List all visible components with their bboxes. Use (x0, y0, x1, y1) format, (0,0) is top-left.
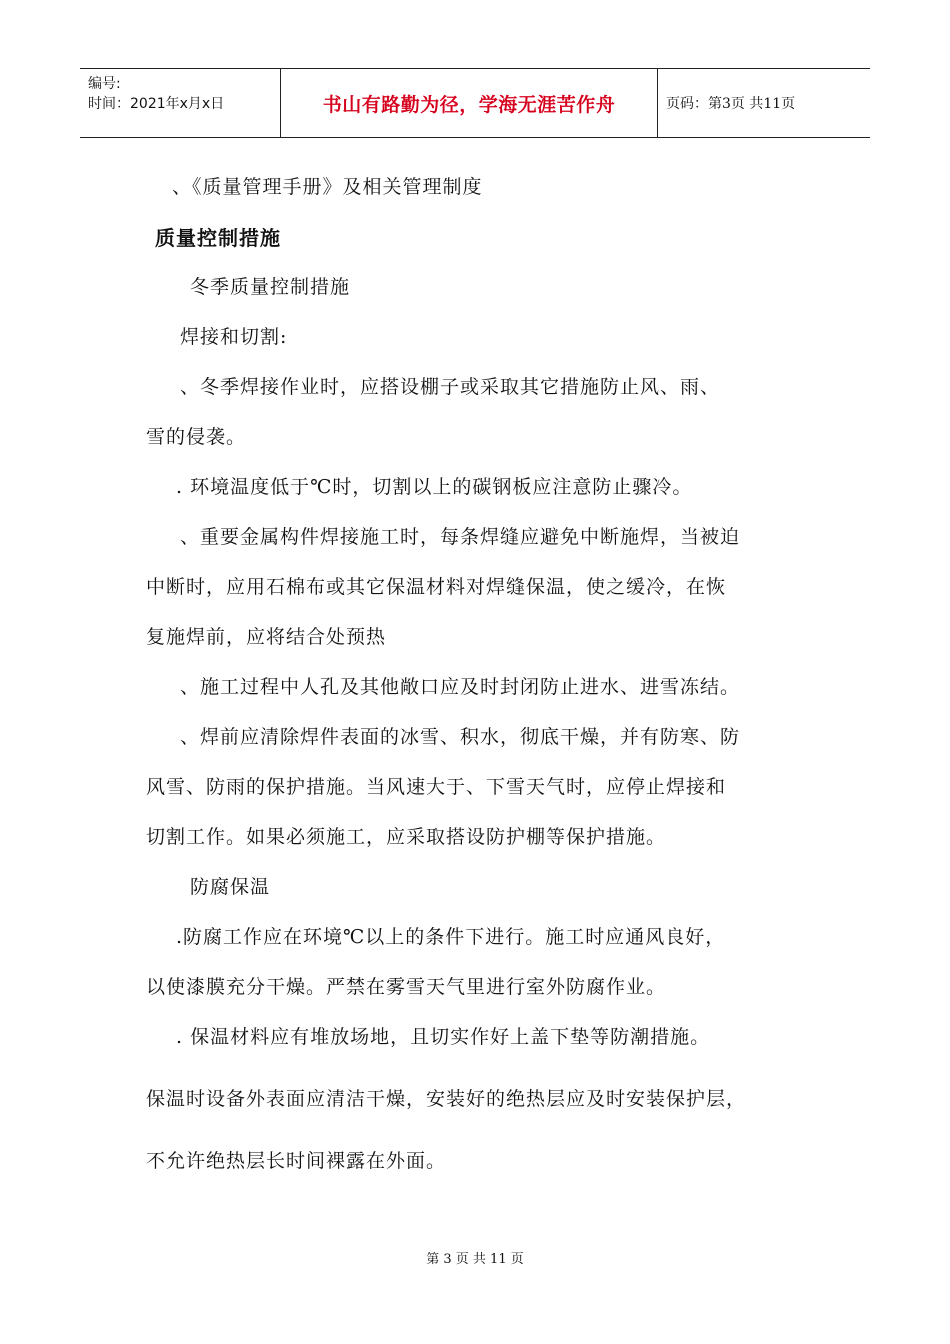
paragraph-line: 复施焊前，应将结合处预热 (146, 626, 387, 648)
page-header (80, 68, 870, 138)
subsection-heading: 冬季质量控制措施 (190, 276, 351, 298)
document-number-label: 编号: (88, 76, 121, 92)
paragraph-line: . 保温材料应有堆放场地，且切实作好上盖下垫等防潮措施。 (176, 1026, 711, 1048)
header-motto: 书山有路勤为径，学海无涯苦作舟 (322, 93, 616, 116)
paragraph-line: 中断时，应用石棉布或其它保温材料对焊缝保温，使之缓冷，在恢 (146, 576, 727, 598)
paragraph-line: 切割工作。如果必须施工，应采取搭设防护棚等保护措施。 (146, 826, 667, 848)
page-footer: 第 3 页 共 11 页 (426, 1252, 524, 1267)
paragraph-line: 、施工过程中人孔及其他敞口应及时封闭防止进水、进雪冻结。 (180, 676, 741, 698)
header-meta-cell (80, 69, 281, 137)
header-motto-cell (281, 69, 658, 137)
header-page-cell (658, 69, 870, 137)
subsection-heading: 焊接和切割: (180, 326, 288, 348)
paragraph-line: 以使漆膜充分干燥。严禁在雾雪天气里进行室外防腐作业。 (146, 976, 667, 998)
paragraph-line: .防腐工作应在环境℃以上的条件下进行。施工时应通风良好， (176, 926, 726, 948)
paragraph-line: . 环境温度低于℃时，切割以上的碳钢板应注意防止骤冷。 (176, 476, 693, 498)
header-page-number: 页码：第3页 共11页 (666, 96, 796, 112)
paragraph-line: 、冬季焊接作业时，应搭设棚子或采取其它措施防止风、雨、 (180, 376, 721, 398)
paragraph-line: 、重要金属构件焊接施工时，每条焊缝应避免中断施焊，当被迫 (180, 526, 741, 548)
subsection-heading: 防腐保温 (190, 876, 271, 898)
paragraph-line: 雪的侵袭。 (146, 426, 247, 448)
paragraph-line: 、《质量管理手册》及相关管理制度 (172, 176, 483, 198)
document-date-label: 时间：2021年x月x日 (88, 96, 225, 112)
paragraph-line: 、焊前应清除焊件表面的冰雪、积水，彻底干燥，并有防寒、防 (180, 726, 741, 748)
section-heading: 质量控制措施 (155, 226, 281, 250)
paragraph-line: 不允许绝热层长时间裸露在外面。 (146, 1150, 447, 1172)
paragraph-line: 保温时设备外表面应清洁干燥，安装好的绝热层应及时安装保护层， (146, 1088, 747, 1110)
paragraph-line: 风雪、防雨的保护措施。当风速大于、下雪天气时，应停止焊接和 (146, 776, 727, 798)
